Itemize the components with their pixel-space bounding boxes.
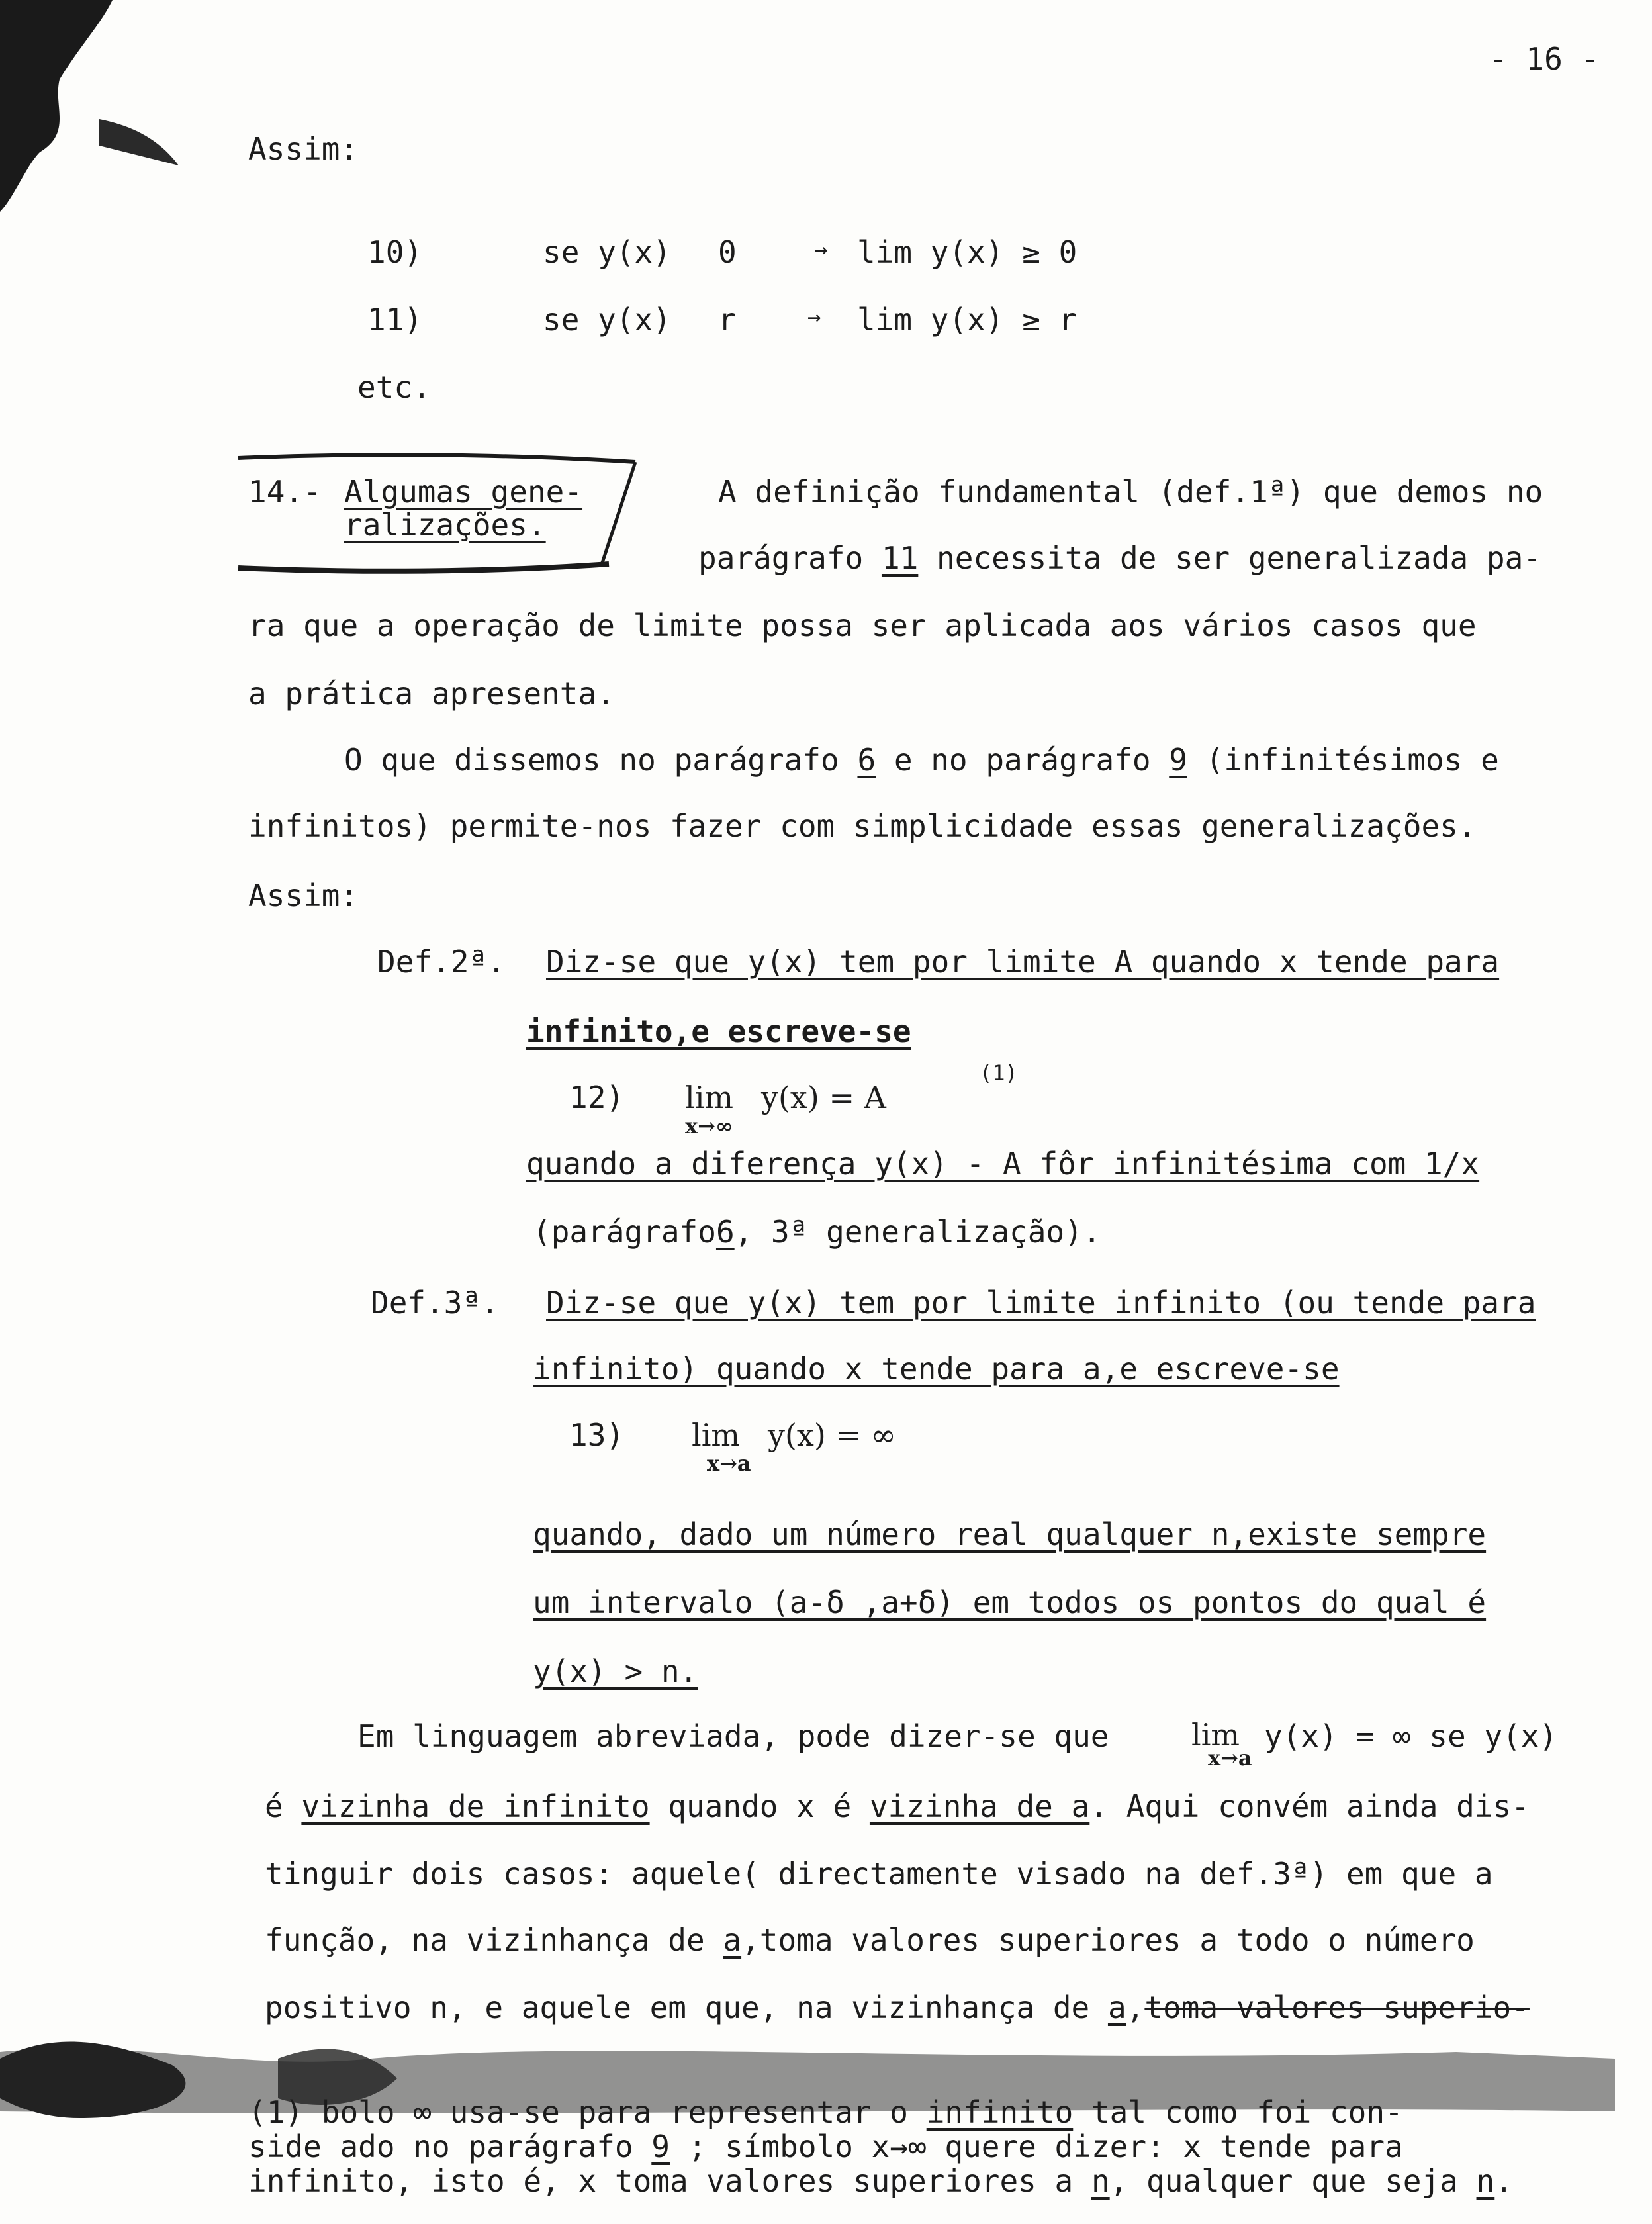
definition-2-line-3: quando a diferença y(x) - A fôr infinitésima com 1/x — [526, 1146, 1480, 1182]
implies-arrow-icon: → — [814, 236, 828, 263]
equation-12-number: 12) — [569, 1080, 625, 1115]
equation-13-lim: lim — [692, 1417, 741, 1453]
assim-label: Assim: — [248, 131, 359, 167]
definition-3-line-3: quando, dado um número real qualquer n,existe sempre — [533, 1516, 1487, 1552]
equation-10-right: lim y(x) ≥ 0 — [857, 234, 1078, 270]
equation-13-body: y(x) = ∞ — [768, 1417, 896, 1453]
assim-label: Assim: — [248, 878, 359, 913]
footnote-reference-mark: (1) — [980, 1060, 1018, 1086]
section-14-line-1: A definição fundamental (def.1ª) que demos no — [718, 474, 1543, 510]
equation-10-number: 10) — [367, 234, 423, 270]
paragraph-3-line-3: tinguir dois casos: aquele( directamente visado na def.3ª) em que a — [265, 1856, 1493, 1892]
paragraph-3-lim-subscript: x→a — [1208, 1745, 1252, 1771]
section-title-line-2: ralizações. — [344, 507, 546, 543]
paragraph-2-line-2: infinitos) permite-nos fazer com simplicidade essas generalizações. — [248, 808, 1477, 844]
page-number: - 16 - — [1489, 41, 1600, 77]
equation-11-number: 11) — [367, 302, 423, 338]
equation-12-subscript: x→∞ — [685, 1113, 733, 1138]
section-14-line-4: a prática apresenta. — [248, 676, 615, 712]
etc-text: etc. — [357, 369, 431, 405]
paragraph-3-lim: lim — [1191, 1717, 1240, 1753]
equation-12-body: y(x) = A — [761, 1080, 886, 1115]
equation-10-value: 0 — [718, 234, 737, 270]
definition-3-line-1: Diz-se que y(x) tem por limite infinito (ou tende para — [546, 1285, 1536, 1320]
definition-2-line-4: (parágrafo6, 3ª generalização). — [533, 1214, 1101, 1250]
definition-3-line-5: y(x) > n. — [533, 1653, 698, 1689]
definition-3-line-2: infinito) quando x tende para a,e escreve-se — [533, 1351, 1340, 1387]
implies-arrow-icon: → — [807, 304, 821, 330]
equation-10-left: se y(x) — [543, 234, 671, 270]
section-number: 14.- — [248, 474, 322, 510]
footnote-line-1: (1) bolo ∞ usa-se para representar o infinito tal como foi con- — [248, 2094, 1403, 2130]
paragraph-3-line-1a: Em linguagem abreviada, pode dizer-se que — [357, 1718, 1109, 1754]
equation-11-left: se y(x) — [543, 302, 671, 338]
definition-2-label: Def.2ª. — [377, 944, 506, 980]
paragraph-2-line-1: O que dissemos no parágrafo 6 e no parágrafo 9 (infinitésimos e — [344, 742, 1499, 778]
footnote-line-3: infinito, isto é, x toma valores superiores a n, qualquer que seja n. — [248, 2163, 1513, 2199]
paragraph-3-line-5: positivo n, e aquele em que, na vizinhança de a,toma valores superio- — [265, 1990, 1530, 2025]
paragraph-3-line-1b: y(x) = ∞ se y(x) — [1264, 1718, 1558, 1754]
definition-2-line-2: infinito,e escreve-se — [526, 1013, 911, 1049]
equation-13-subscript: x→a — [707, 1451, 751, 1476]
equation-12-lim: lim — [685, 1080, 734, 1115]
definition-3-line-4: um intervalo (a-δ ,a+δ) em todos os pontos do qual é — [533, 1585, 1487, 1620]
equation-11-right: lim y(x) ≥ r — [857, 302, 1078, 338]
section-14-line-3: ra que a operação de limite possa ser aplicada aos vários casos que — [248, 608, 1477, 643]
equation-13-number: 13) — [569, 1417, 625, 1453]
definition-2-line-1: Diz-se que y(x) tem por limite A quando x tende para — [546, 944, 1500, 980]
footnote-line-2: side ado no parágrafo 9 ; símbolo x→∞ quere dizer: x tende para — [248, 2129, 1403, 2164]
section-14-line-2: parágrafo 11 necessita de ser generalizada pa- — [698, 540, 1541, 576]
ink-stain-top-left — [0, 0, 199, 212]
definition-3-label: Def.3ª. — [371, 1285, 499, 1320]
equation-11-value: r — [718, 302, 737, 338]
section-title-line-1: Algumas gene- — [344, 474, 583, 510]
paragraph-3-line-2: é vizinha de infinito quando x é vizinha de a. Aqui convém ainda dis- — [265, 1788, 1530, 1824]
paragraph-3-line-4: função, na vizinhança de a,toma valores superiores a todo o número — [265, 1922, 1475, 1958]
